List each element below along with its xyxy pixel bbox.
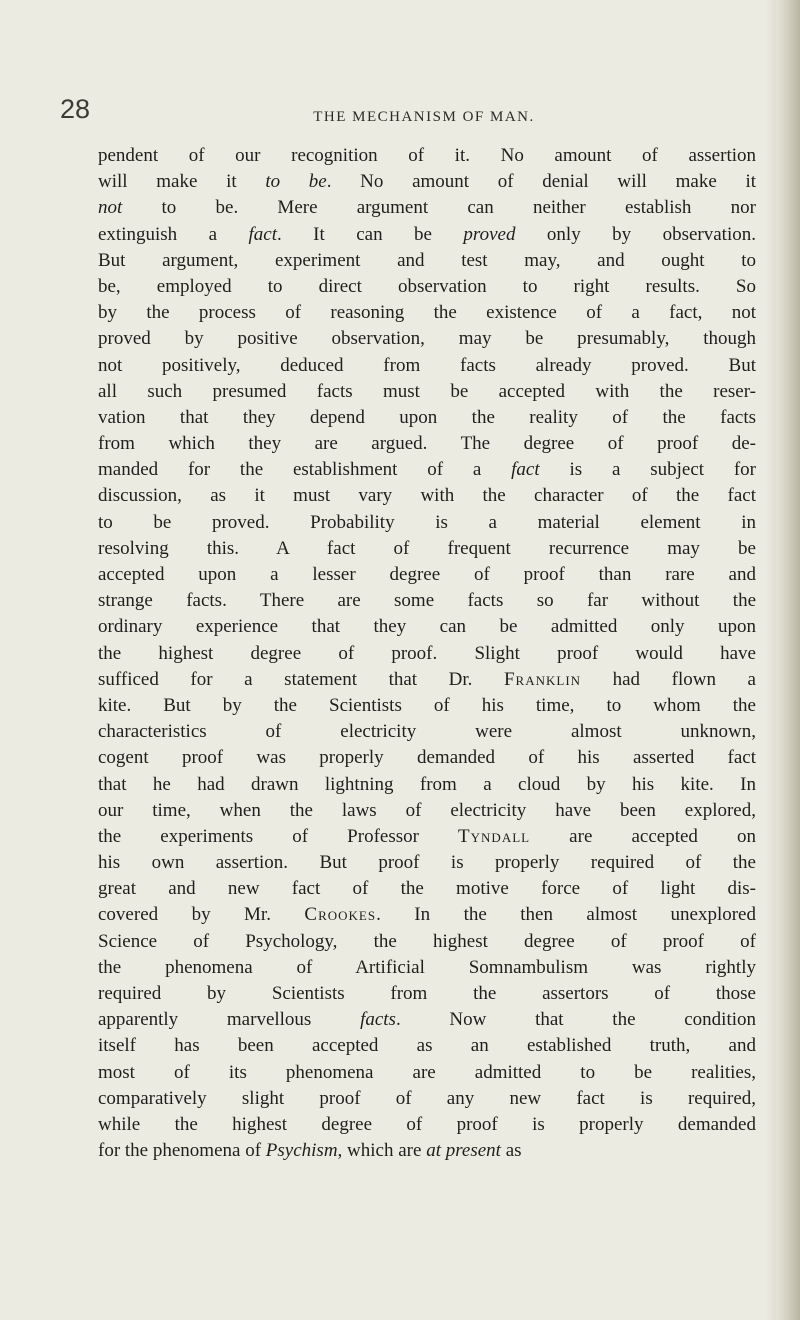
text-run: sufficed for a statement that Dr. bbox=[98, 668, 504, 690]
text-run: not positively, deduced from facts already proved. But bbox=[98, 354, 756, 376]
italic-text: Psychism bbox=[265, 1140, 338, 1162]
text-line bbox=[98, 1007, 756, 1033]
text-line bbox=[98, 1112, 756, 1138]
text-run: are accepted on bbox=[530, 825, 756, 847]
text-run: characteristics of electricity were almost unknown, bbox=[98, 721, 756, 743]
text-run: vation that they depend upon the reality of the facts bbox=[98, 406, 756, 428]
text-line bbox=[98, 222, 756, 248]
text-line bbox=[98, 588, 756, 614]
text-line bbox=[98, 693, 756, 719]
text-line bbox=[98, 274, 756, 300]
text-run: while the highest degree of proof is properly demanded bbox=[98, 1113, 756, 1135]
text-run: cogent proof was properly demanded of his asserted fact bbox=[98, 747, 756, 769]
italic-text: at present bbox=[426, 1140, 501, 1162]
text-line bbox=[98, 300, 756, 326]
text-line bbox=[98, 850, 756, 876]
text-line bbox=[98, 667, 756, 693]
text-run: proved by positive observation, may be presumably, though bbox=[98, 328, 756, 350]
text-run: is a subject for bbox=[539, 459, 756, 481]
text-line bbox=[98, 824, 756, 850]
text-line bbox=[98, 798, 756, 824]
italic-text: facts bbox=[360, 1009, 396, 1031]
text-run: . No amount of denial will make it bbox=[326, 171, 756, 193]
text-run: by the process of reasoning the existence of a fact, not bbox=[98, 302, 756, 324]
text-run: required by Scientists from the assertors of those bbox=[98, 983, 756, 1004]
page-edge-shadow bbox=[766, 0, 776, 1320]
text-line bbox=[98, 1138, 756, 1164]
text-line bbox=[98, 353, 756, 379]
text-line bbox=[98, 772, 756, 798]
body-text bbox=[98, 143, 756, 1164]
text-line bbox=[98, 876, 756, 902]
text-line bbox=[98, 719, 756, 745]
text-run: had flown a bbox=[581, 668, 756, 690]
text-run: extinguish a bbox=[98, 223, 249, 245]
text-run: . It can be bbox=[276, 223, 464, 245]
text-run: our time, when the laws of electricity have been explored, bbox=[98, 799, 756, 821]
text-run: his own assertion. But proof is properly required of the bbox=[98, 852, 756, 874]
text-line bbox=[98, 248, 756, 274]
text-line bbox=[98, 981, 756, 1007]
text-run: ordinary experience that they can be admitted only upon bbox=[98, 616, 756, 638]
text-line bbox=[98, 641, 756, 667]
italic-text: fact bbox=[248, 223, 277, 245]
text-run: kite. But by the Scientists of his time, to whom the bbox=[98, 694, 756, 716]
text-line bbox=[98, 483, 756, 509]
text-run: strange facts. There are some facts so far without the bbox=[98, 590, 756, 612]
text-line bbox=[98, 745, 756, 771]
text-line bbox=[98, 1086, 756, 1112]
small-caps-name: Tyndall bbox=[458, 825, 531, 847]
text-line bbox=[98, 195, 756, 221]
italic-text: proved bbox=[463, 223, 516, 245]
text-run: that he had drawn lightning from a cloud by his kite. In bbox=[98, 773, 756, 795]
text-line bbox=[98, 405, 756, 431]
text-run: manded for the establishment of a bbox=[98, 459, 512, 481]
text-run: comparatively slight proof of any new fact is required, bbox=[98, 1087, 756, 1109]
text-run: accepted upon a lesser degree of proof than rare and bbox=[98, 564, 756, 585]
text-run: to be. Mere argument can neither establish nor bbox=[122, 197, 756, 219]
text-run: to be proved. Probability is a material element in bbox=[98, 511, 756, 533]
text-line bbox=[98, 929, 756, 955]
text-run: from which they are argued. The degree of proof de- bbox=[98, 433, 756, 455]
text-line bbox=[98, 902, 756, 928]
italic-text: to be bbox=[265, 171, 327, 193]
text-run: covered by Mr. bbox=[98, 904, 305, 926]
text-run: Science of Psychology, the highest degree of proof of bbox=[98, 930, 756, 952]
page-edge bbox=[776, 0, 800, 1320]
text-run: , which are bbox=[337, 1140, 427, 1162]
text-run: be, employed to direct observation to right results. So bbox=[98, 275, 756, 297]
page-number: 28 bbox=[60, 94, 91, 124]
text-line bbox=[98, 562, 756, 588]
text-run: the highest degree of proof. Slight proof would have bbox=[98, 642, 756, 664]
text-line bbox=[98, 614, 756, 640]
text-line bbox=[98, 1033, 756, 1059]
text-run: as bbox=[500, 1140, 522, 1162]
text-run: . In the then almost unexplored bbox=[376, 904, 756, 926]
small-caps-name: Crookes bbox=[304, 904, 377, 926]
text-run: . Now that the condition bbox=[395, 1009, 756, 1031]
text-run: for the phenomena of bbox=[98, 1140, 266, 1162]
text-run: apparently marvellous bbox=[98, 1009, 361, 1031]
text-line bbox=[98, 326, 756, 352]
text-line bbox=[98, 457, 756, 483]
italic-text: not bbox=[98, 197, 123, 219]
text-run: all such presumed facts must be accepted with the reser- bbox=[98, 380, 756, 402]
text-run: the experiments of Professor bbox=[98, 825, 459, 847]
text-line bbox=[98, 510, 756, 536]
text-run: will make it bbox=[98, 171, 266, 193]
text-line bbox=[98, 431, 756, 457]
text-line bbox=[98, 169, 756, 195]
text-run: most of its phenomena are admitted to be realities, bbox=[98, 1061, 756, 1083]
text-line bbox=[98, 379, 756, 405]
text-run: pendent of our recognition of it. No amount of assertion bbox=[98, 145, 756, 166]
text-line bbox=[98, 143, 756, 169]
text-run: resolving this. A fact of frequent recurrence may be bbox=[98, 537, 756, 559]
text-run: great and new fact of the motive force of light dis- bbox=[98, 878, 756, 900]
text-line bbox=[98, 955, 756, 981]
text-run: the phenomena of Artificial Somnambulism was rightly bbox=[98, 956, 756, 978]
running-head: THE MECHANISM OF MAN. bbox=[313, 109, 535, 125]
text-run: itself has been accepted as an established truth, and bbox=[98, 1035, 756, 1057]
text-run: only by observation. bbox=[515, 223, 756, 245]
text-line bbox=[98, 1060, 756, 1086]
italic-text: fact bbox=[511, 459, 540, 481]
small-caps-name: Franklin bbox=[503, 668, 582, 690]
text-run: But argument, experiment and test may, and ought to bbox=[98, 249, 756, 271]
text-line bbox=[98, 536, 756, 562]
text-run: discussion, as it must vary with the character of the fact bbox=[98, 485, 756, 507]
